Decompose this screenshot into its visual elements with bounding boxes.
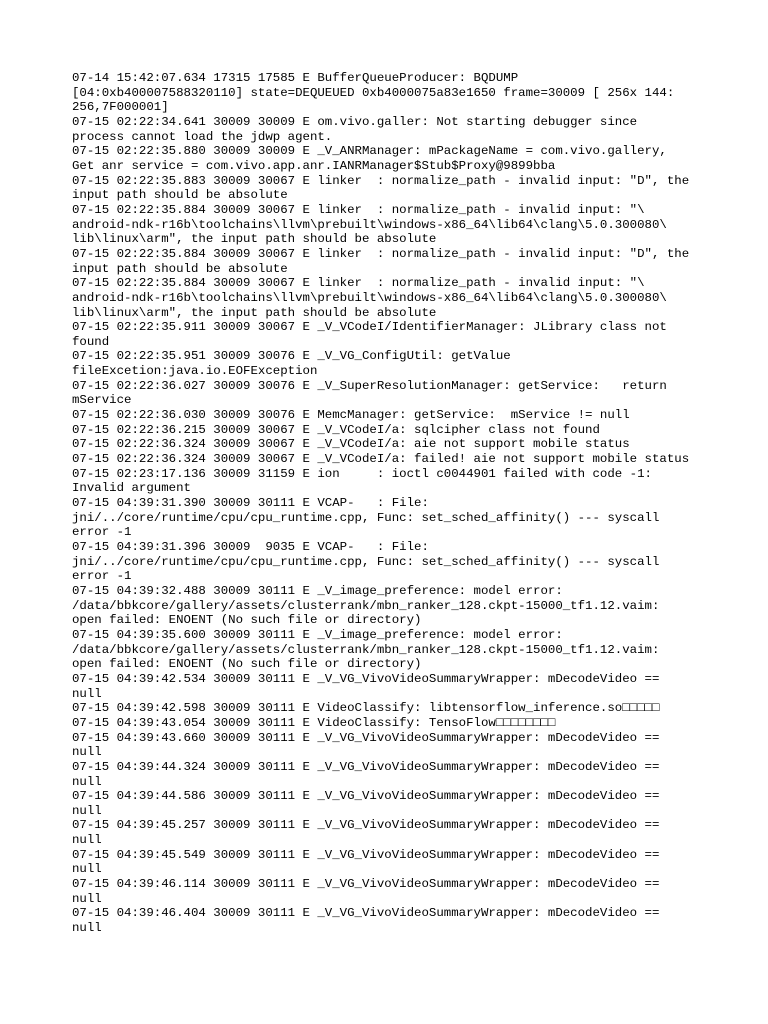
log-line: 07-15 02:22:36.324 30009 30067 E _V_VCodeI/a: failed! aie not support mobile status: [72, 452, 690, 467]
log-line: error -1: [72, 569, 132, 584]
log-line: /data/bbkcore/gallery/assets/clusterrank/mbn_ranker_128.ckpt-15000_tf1.12.vaim:: [72, 642, 660, 657]
log-line: found: [72, 334, 110, 349]
log-line: input path should be absolute: [72, 261, 288, 276]
log-line: process cannot load the jdwp agent.: [72, 129, 333, 144]
log-line: 07-15 04:39:45.549 30009 30111 E _V_VG_VivoVideoSummaryWrapper: mDecodeVideo ==: [72, 847, 660, 862]
log-line: null: [72, 862, 102, 877]
log-line: Invalid argument: [72, 481, 191, 496]
log-line: 07-15 02:22:35.880 30009 30009 E _V_ANRManager: mPackageName = com.vivo.gallery,: [72, 144, 667, 159]
log-line: 07-15 04:39:45.257 30009 30111 E _V_VG_VivoVideoSummaryWrapper: mDecodeVideo ==: [72, 818, 660, 833]
log-line: null: [72, 891, 102, 906]
log-line: 07-15 04:39:31.396 30009 9035 E VCAP- : File:: [72, 540, 429, 554]
log-line: null: [72, 745, 102, 760]
log-line: /data/bbkcore/gallery/assets/clusterrank/mbn_ranker_128.ckpt-15000_tf1.12.vaim:: [72, 598, 660, 613]
log-line: null: [72, 686, 102, 701]
log-line: 07-15 02:22:36.030 30009 30076 E MemcManager: getService: mService != null: [72, 408, 630, 423]
log-line: fileExcetion:java.io.EOFException: [72, 364, 318, 379]
log-line: null: [72, 921, 102, 936]
log-line: input path should be absolute: [72, 188, 288, 203]
log-line: error -1: [72, 525, 132, 540]
log-line: 256,7F000001]: [72, 100, 169, 115]
log-line: [04:0xb400007588320110] state=DEQUEUED 0xb4000075a83e1650 frame=30009 [ 256x 144:: [72, 85, 675, 100]
log-line: android-ndk-r16b\toolchains\llvm\prebuilt\windows-x86_64\lib64\clang\5.0.300080\: [72, 217, 667, 232]
log-line: 07-15 02:22:35.884 30009 30067 E linker : normalize_path - invalid input: "\: [72, 276, 645, 291]
log-line: 07-15 02:22:36.215 30009 30067 E _V_VCodeI/a: sqlcipher class not found: [72, 422, 600, 437]
log-line: 07-14 15:42:07.634 17315 17585 E BufferQueueProducer: BQDUMP: [72, 71, 519, 85]
log-text-block: [72, 71, 712, 936]
log-line: lib\linux\arm", the input path should be absolute: [72, 232, 437, 247]
log-line: 07-15 02:22:36.027 30009 30076 E _V_SuperResolutionManager: getService: return: [72, 378, 667, 393]
log-line: jni/../core/runtime/cpu/cpu_runtime.cpp, Func: set_sched_affinity() --- syscall: [72, 510, 660, 525]
log-line: 07-15 04:39:31.390 30009 30111 E VCAP- : File:: [72, 496, 429, 511]
log-line: 07-15 02:22:35.883 30009 30067 E linker : normalize_path - invalid input: "D", the: [72, 173, 690, 188]
log-line: open failed: ENOENT (No such file or directory): [72, 613, 422, 628]
log-line: 07-15 04:39:42.534 30009 30111 E _V_VG_VivoVideoSummaryWrapper: mDecodeVideo ==: [72, 671, 660, 686]
log-line: 07-15 04:39:32.488 30009 30111 E _V_image_preference: model error:: [72, 583, 563, 598]
log-line: 07-15 04:39:35.600 30009 30111 E _V_image_preference: model error:: [72, 627, 563, 642]
log-line: mService: [72, 393, 132, 408]
log-line: null: [72, 833, 102, 848]
log-line: 07-15 02:22:35.951 30009 30076 E _V_VG_ConfigUtil: getValue: [72, 349, 511, 364]
log-line: 07-15 04:39:43.660 30009 30111 E _V_VG_VivoVideoSummaryWrapper: mDecodeVideo ==: [72, 730, 660, 745]
log-line: android-ndk-r16b\toolchains\llvm\prebuilt\windows-x86_64\lib64\clang\5.0.300080\: [72, 290, 667, 305]
log-line: 07-15 02:23:17.136 30009 31159 E ion : ioctl c0044901 failed with code -1:: [72, 466, 652, 481]
log-line: 07-15 04:39:43.054 30009 30111 E VideoClassify: TensoFlow□□□□□□□□: [72, 715, 556, 730]
log-line: 07-15 02:22:34.641 30009 30009 E om.vivo.galler: Not starting debugger since: [72, 114, 638, 129]
log-line: 07-15 02:22:35.884 30009 30067 E linker : normalize_path - invalid input: "\: [72, 202, 645, 217]
log-line: null: [72, 774, 102, 789]
log-line: jni/../core/runtime/cpu/cpu_runtime.cpp, Func: set_sched_affinity() --- syscall: [72, 554, 660, 569]
log-line: 07-15 02:22:35.884 30009 30067 E linker : normalize_path - invalid input: "D", the: [72, 246, 690, 261]
log-line: 07-15 04:39:44.324 30009 30111 E _V_VG_VivoVideoSummaryWrapper: mDecodeVideo ==: [72, 759, 660, 774]
log-line: 07-15 02:22:36.324 30009 30067 E _V_VCodeI/a: aie not support mobile status: [72, 437, 630, 452]
log-line: 07-15 04:39:46.114 30009 30111 E _V_VG_VivoVideoSummaryWrapper: mDecodeVideo ==: [72, 877, 660, 892]
log-line: Get anr service = com.vivo.app.anr.IANRManager$Stub$Proxy@9899bba: [72, 158, 556, 173]
log-line: lib\linux\arm", the input path should be absolute: [72, 305, 437, 320]
log-line: 07-15 04:39:44.586 30009 30111 E _V_VG_VivoVideoSummaryWrapper: mDecodeVideo ==: [72, 789, 660, 804]
log-line: 07-15 02:22:35.911 30009 30067 E _V_VCodeI/IdentifierManager: JLibrary class not: [72, 320, 667, 335]
log-line: open failed: ENOENT (No such file or directory): [72, 657, 422, 672]
log-line: 07-15 04:39:46.404 30009 30111 E _V_VG_VivoVideoSummaryWrapper: mDecodeVideo ==: [72, 906, 660, 921]
log-line: null: [72, 803, 102, 818]
log-line: 07-15 04:39:42.598 30009 30111 E VideoClassify: libtensorflow_inference.so□□□□□: [72, 701, 660, 716]
